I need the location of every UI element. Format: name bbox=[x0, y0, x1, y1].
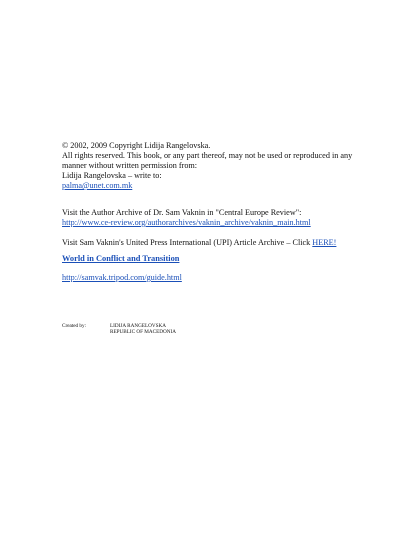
created-by-value bbox=[110, 323, 176, 336]
upi-line bbox=[62, 238, 336, 249]
creator-name: LIDIJA RANGELOVSKA bbox=[110, 323, 167, 329]
author-contact-line: Lidija Rangelovska – write to: bbox=[62, 171, 162, 180]
permission-line: manner without written permission from: bbox=[62, 161, 198, 170]
archive-intro: Visit the Author Archive of Dr. Sam Vaknin in "Central Europe Review": bbox=[62, 208, 302, 217]
conflict-link[interactable]: World in Conflict and Transition bbox=[62, 254, 180, 263]
copyright-line: © 2002, 2009 Copyright Lidija Rangelovska. bbox=[62, 141, 211, 150]
email-link[interactable]: palma@unet.com.mk bbox=[62, 181, 133, 190]
upi-here-link[interactable]: HERE! bbox=[312, 238, 337, 247]
creator-country: REPUBLIC OF MACEDONIA bbox=[110, 329, 177, 336]
guide-url-link[interactable]: http://samvak.tripod.com/guide.html bbox=[62, 273, 182, 282]
created-by-label: Created by: bbox=[62, 323, 87, 329]
upi-text: Visit Sam Vaknin's United Press International (UPI) Article Archive – Click bbox=[62, 238, 313, 247]
archive-url-link[interactable]: http://www.ce-review.org/authorarchives/vaknin_archive/vaknin_main.html bbox=[62, 218, 311, 227]
rights-line: All rights reserved. This book, or any part thereof, may not be used or reproduced in any bbox=[62, 151, 353, 160]
